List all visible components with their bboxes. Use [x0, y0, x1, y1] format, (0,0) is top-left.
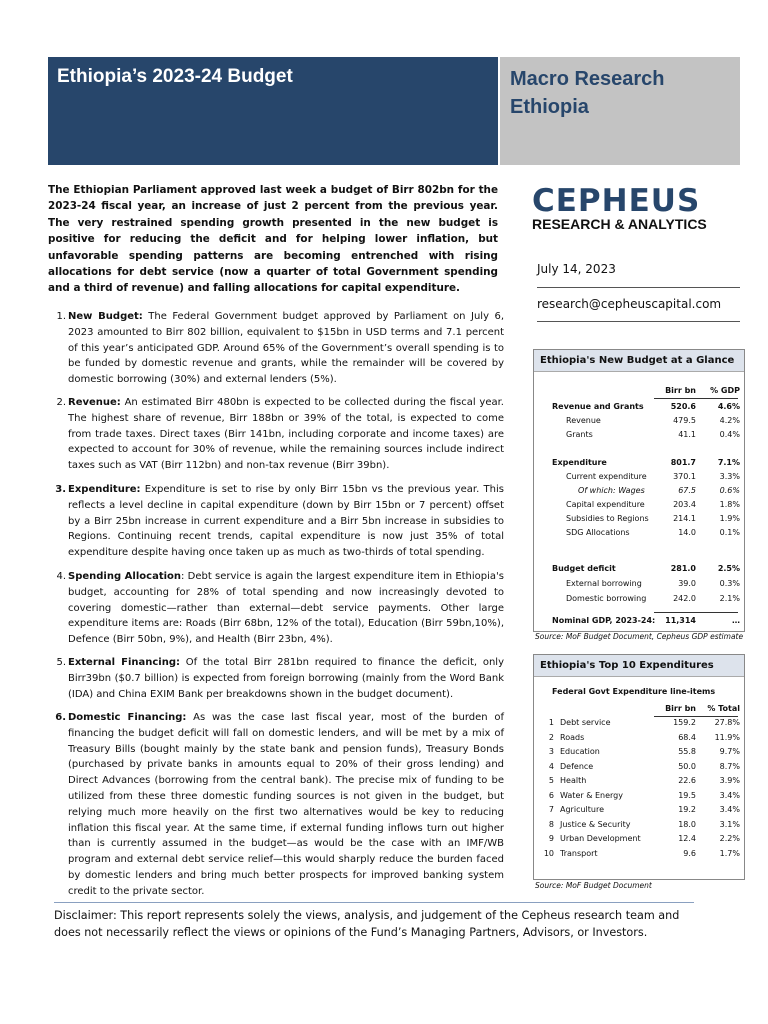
section-5	[48, 655, 504, 702]
logo-subtitle: RESEARCH & ANALYTICS	[532, 216, 707, 232]
column-header: % GDP	[710, 386, 740, 395]
section-title: Revenue:	[68, 397, 121, 408]
table-row: 9 Urban Development 12.4 2.2%	[548, 834, 740, 843]
table-source: Source: MoF Budget Document	[535, 881, 652, 890]
table-row: Current expenditure 370.1 3.3%	[566, 472, 740, 481]
section-text: Expenditure is set to rise by only Birr 15bn vs the previous year. This reflects a level decline in capital expenditure (down by Birr 15bn or 7 percent) offset by a Birr 25bn increase in current expenditure and a Birr 5bn increase in subsidies to Regions. Continuing recent trends, capital expenditure is now just 35% of total expenditure despite having once taken up as much as two-thirds of total spending.	[68, 484, 504, 559]
section-number: 1.	[56, 311, 66, 322]
section-text: The Federal Government budget approved by Parliament on July 6, 2023 amounted to Birr 802 billion, equivalent to $15bn in USD terms and 7.1 percent of this year’s anticipated GDP. Around 65% of the Government’s overall spending is to be funded by domestic revenue and grants, while the remainder will be covered by domestic borrowing (30%) and external lenders (5%).	[68, 311, 504, 386]
table-row: SDG Allocations 14.0 0.1%	[566, 528, 740, 537]
section-text: : Debt service is again the largest expenditure item in Ethiopia's budget, accounting for 28% of total spending and now increasingly devoted to covering domestic—rather than external—debt service payments. Other large expenditure items are: Roads (Birr 68bn, 12% of the total), Education (Birr 59bn,10%), Defence (Birr 50bn, 9%), and Health (Birr 23bn, 4%).	[68, 571, 505, 646]
table-row: 6 Water & Energy 19.5 3.4%	[548, 791, 740, 800]
section-title: External Financing:	[68, 657, 181, 668]
section-6	[48, 710, 504, 900]
section-text: An estimated Birr 480bn is expected to be collected during the fiscal year. The highest share of revenue, Birr 188bn or 39% of the total, is expected to come from trade taxes. Direct taxes (Birr 141bn, including corporate and income taxes) are expected to account for 30% of revenue, while the remaining sources include indirect taxes such as VAT (Birr 112bn) and non-tax revenue (Birr 39bn).	[68, 397, 504, 472]
table-row: Capital expenditure 203.4 1.8%	[566, 500, 740, 509]
table-row: 3 Education 55.8 9.7%	[548, 747, 740, 756]
section-number: 2.	[56, 397, 66, 408]
table-row: Nominal GDP, 2023-24: 11,314 …	[552, 616, 740, 625]
table-row: 7 Agriculture 19.2 3.4%	[548, 805, 740, 814]
column-header: Birr bn	[665, 386, 696, 395]
report-date: July 14, 2023	[537, 262, 616, 276]
section-2	[48, 395, 504, 474]
divider	[537, 287, 740, 288]
table-row: Budget deficit 281.0 2.5%	[552, 564, 740, 573]
section-title: New Budget:	[68, 311, 143, 322]
divider	[537, 321, 740, 322]
page-title: Ethiopia’s 2023-24 Budget	[57, 66, 293, 87]
total-rule	[654, 612, 738, 613]
section-title: Spending Allocation	[68, 571, 182, 582]
section-title: Expenditure:	[68, 484, 141, 495]
table-row: 8 Justice & Security 18.0 3.1%	[548, 820, 740, 829]
table-row: 4 Defence 50.0 8.7%	[548, 762, 740, 771]
section-4	[48, 569, 504, 648]
table-row: Subsidies to Regions 214.1 1.9%	[566, 514, 740, 523]
column-header: % Total	[707, 704, 740, 713]
table-row: Of which: Wages 67.5 0.6%	[578, 486, 740, 495]
table-row: 10 Transport 9.6 1.7%	[543, 849, 740, 858]
section-title: Domestic Financing:	[68, 712, 187, 723]
section-text: As was the case last fiscal year, most of the burden of financing the budget deficit will fall on domestic lenders, and will be met by a mix of Treasury Bills (bought mainly by the state bank and pension funds), Treasury Bonds (purchased by private banks in amounts equal to 20% of their gross lending) and Direct Advances (borrowing from the central bank). The precise mix of funding to be utilized from these three domestic funding sources is not given in the budget, but relying much more heavily on the first two alternatives would be key to reducing inflation this fiscal year. At the same time, if external funding inflows turn out higher than is currently assumed in the budget—as would be the case with an IMF/WB program and external debt service relief—this would sharply reduce the burden faced by domestic lenders and bring much better prospects for improved banking system credit to the private sector.	[68, 712, 505, 897]
table-source: Source: MoF Budget Document, Cepheus GDP estimate	[535, 632, 744, 641]
section-number: 3.	[55, 484, 66, 495]
header-title-banner	[48, 57, 498, 165]
top-expenditures-box	[533, 654, 745, 880]
section-text: Of the total Birr 281bn required to finance the deficit, only Birr39bn ($0.7 billion) is expected from foreign borrowing (mainly from the Word Bank (IDA) and China EXIM Bank per breakdowns shown in the budget document).	[68, 657, 504, 700]
table-row: 5 Health 22.6 3.9%	[548, 776, 740, 785]
section-1	[48, 309, 504, 388]
disclaimer: Disclaimer: This report represents solely the views, analysis, and judgement of the Cepheus research team and does not necessarily reflect the views or opinions of the Fund’s Managing Partners, Advisors, or Investors.	[54, 909, 680, 939]
table-row: Revenue and Grants 520.6 4.6%	[552, 402, 740, 411]
box-title: Ethiopia's New Budget at a Glance	[534, 350, 744, 372]
box-title: Ethiopia's Top 10 Expenditures	[534, 655, 744, 677]
table-row: 2 Roads 68.4 11.9%	[548, 733, 740, 742]
section-3	[48, 482, 504, 561]
table-row: Grants 41.1 0.4%	[566, 430, 740, 439]
table-row: Domestic borrowing 242.0 2.1%	[566, 594, 740, 603]
header-tagline-banner	[500, 57, 740, 165]
lead-paragraph: The Ethiopian Parliament approved last week a budget of Birr 802bn for the 2023-24 fiscal year, an increase of just 2 percent from the previous year. The very restrained spending growth presented in the new budget is positive for reducing the deficit and for helping lower inflation, but unfavorable spending patterns are becoming entrenched with rising allocations for debt service (now a quarter of total Government spending and a third of revenue) and falling allocations for capital expenditure.	[48, 184, 498, 295]
disclaimer-divider	[54, 902, 694, 903]
header-rule	[654, 398, 738, 399]
budget-glance-box	[533, 349, 745, 632]
logo-wordmark: CEPHEUS	[532, 183, 701, 219]
section-number: 4.	[56, 571, 66, 582]
table-row: Revenue 479.5 4.2%	[566, 416, 740, 425]
table-row: Expenditure 801.7 7.1%	[552, 458, 740, 467]
section-number: 5.	[56, 657, 66, 668]
box-subtitle: Federal Govt Expenditure line-items	[552, 687, 716, 696]
table-row: External borrowing 39.0 0.3%	[566, 579, 740, 588]
contact-email[interactable]: research@cepheuscapital.com	[537, 297, 722, 311]
cepheus-logo	[532, 183, 707, 232]
section-number: 6.	[55, 712, 66, 723]
column-header: Birr bn	[665, 704, 696, 713]
header-rule	[654, 716, 738, 717]
table-row: 1 Debt service 159.2 27.8%	[548, 718, 740, 727]
report-tagline: Macro Research Ethiopia	[510, 68, 665, 118]
